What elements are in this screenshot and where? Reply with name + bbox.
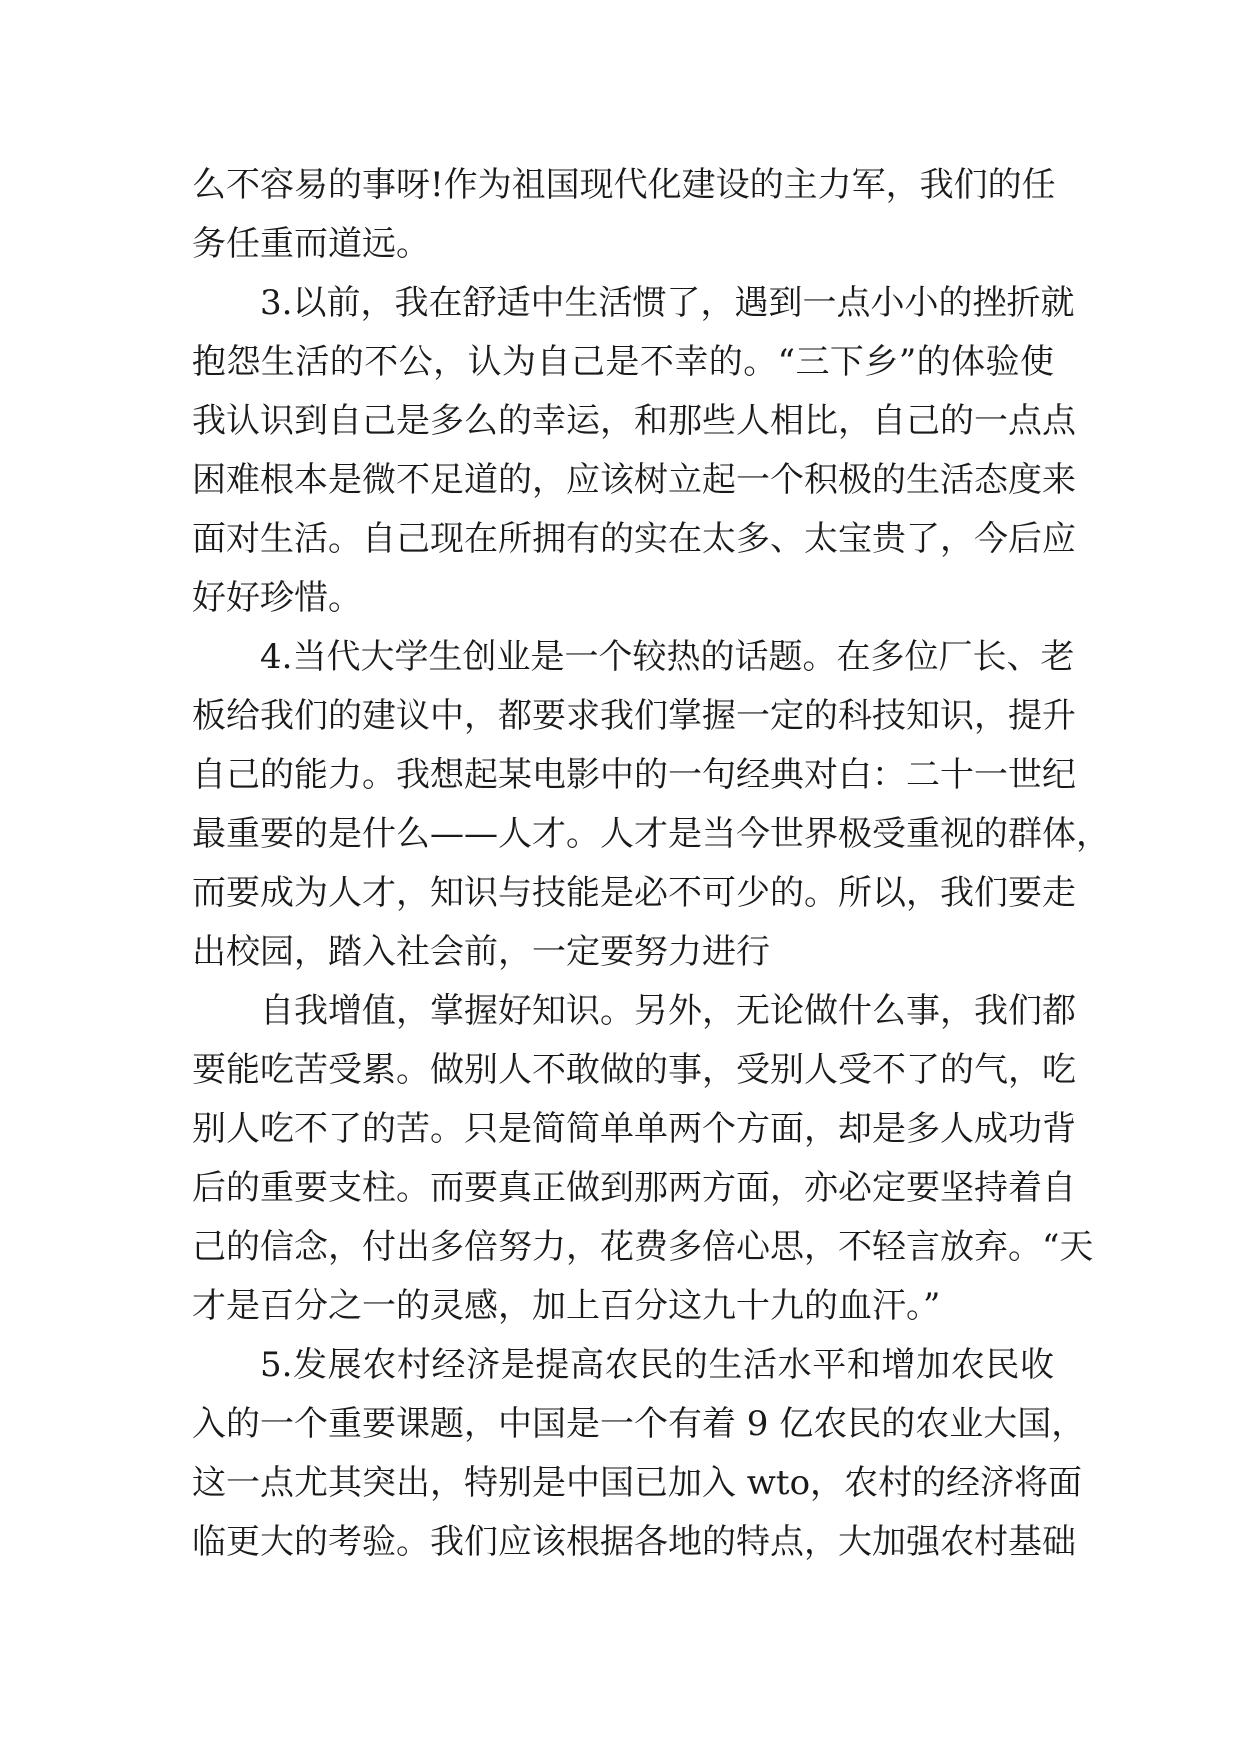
text-line: 板给我们的建议中，都要求我们掌握一定的科技知识，提升 <box>192 696 1076 736</box>
text-line: 好好珍惜。 <box>192 578 362 618</box>
paragraph-start-line: 5.发展农村经济是提高农民的生活水平和增加农民收 <box>260 1345 1054 1385</box>
text-line: 出校园，踏入社会前，一定要努力进行 <box>192 932 770 972</box>
text-line: 后的重要支柱。而要真正做到那两方面，亦必定要坚持着自 <box>192 1168 1076 1208</box>
text-line: 己的信念，付出多倍努力，花费多倍心思，不轻言放弃。“天 <box>192 1227 1094 1267</box>
text-line: 别人吃不了的苦。只是简简单单两个方面，却是多人成功背 <box>192 1109 1076 1149</box>
text-line: 这一点尤其突出，特别是中国已加入 wto，农村的经济将面 <box>192 1463 1083 1503</box>
text-line: 么不容易的事呀!作为祖国现代化建设的主力军，我们的任 <box>192 165 1056 205</box>
text-line: 我认识到自己是多么的幸运，和那些人相比，自己的一点点 <box>192 401 1076 441</box>
paragraph-start-line: 4.当代大学生创业是一个较热的话题。在多位厂长、老 <box>260 637 1075 677</box>
text-line: 困难根本是微不足道的，应该树立起一个积极的生活态度来 <box>192 460 1076 500</box>
paragraph-start-line: 3.以前，我在舒适中生活惯了，遇到一点小小的挫折就 <box>260 283 1075 323</box>
text-line: 才是百分之一的灵感，加上百分这九十九的血汗。” <box>192 1286 941 1326</box>
text-line: 抱怨生活的不公，认为自己是不幸的。“三下乡”的体验使 <box>192 342 1054 382</box>
body-text <box>192 156 1110 1572</box>
paragraph-start-line: 自我增值，掌握好知识。另外，无论做什么事，我们都 <box>260 991 1076 1031</box>
text-line: 临更大的考验。我们应该根据各地的特点，大加强农村基础 <box>192 1522 1076 1562</box>
text-line: 自己的能力。我想起某电影中的一句经典对白：二十一世纪 <box>192 755 1076 795</box>
text-line: 面对生活。自己现在所拥有的实在太多、太宝贵了，今后应 <box>192 519 1076 559</box>
text-line: 最重要的是什么——人才。人才是当今世界极受重视的群体， <box>192 814 1110 854</box>
text-line: 而要成为人才，知识与技能是必不可少的。所以，我们要走 <box>192 873 1076 913</box>
text-line: 入的一个重要课题，中国是一个有着 9 亿农民的农业大国， <box>192 1404 1086 1444</box>
text-line: 务任重而道远。 <box>192 224 430 264</box>
text-line: 要能吃苦受累。做别人不敢做的事，受别人受不了的气，吃 <box>192 1050 1076 1090</box>
